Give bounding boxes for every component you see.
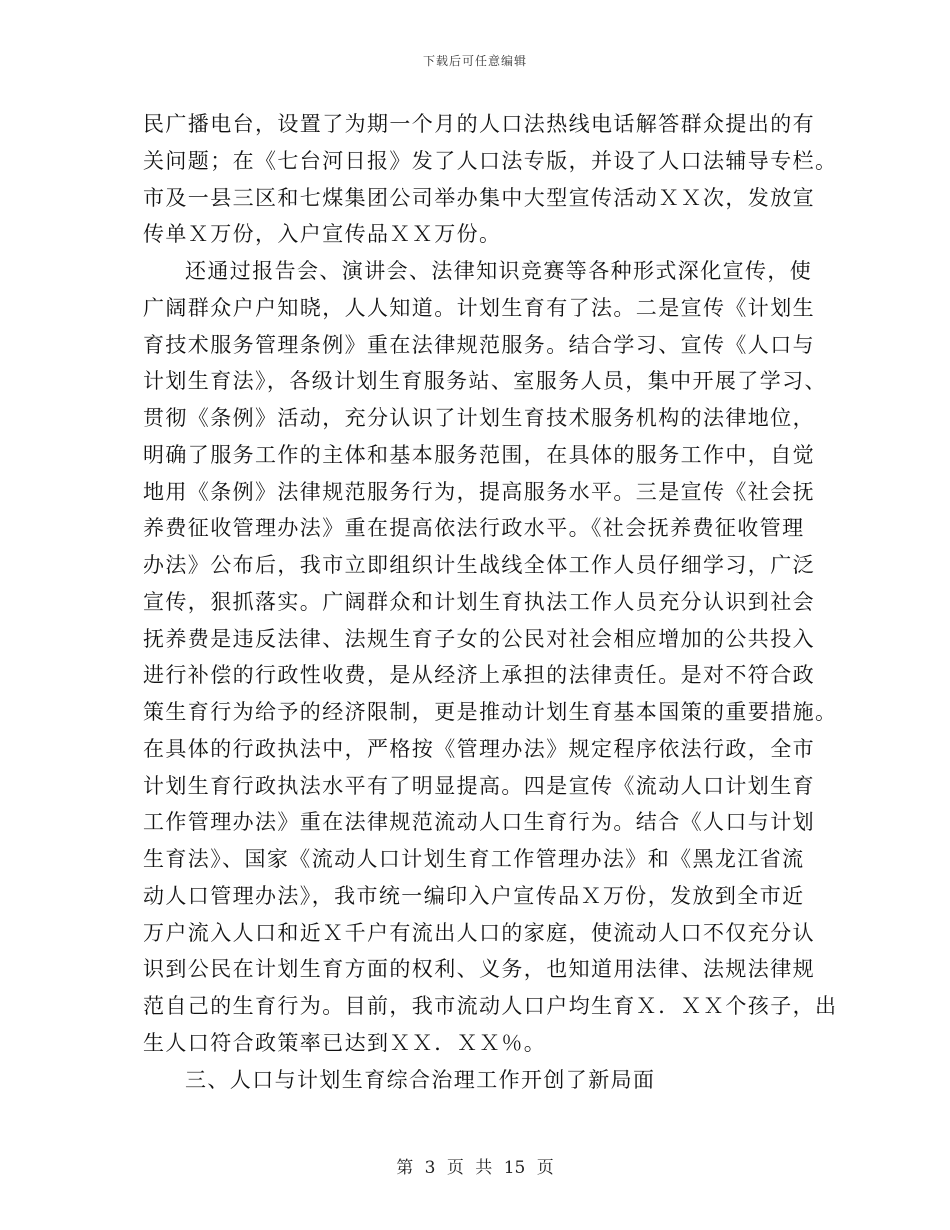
body-line: 宣传，狠抓落实。广阔群众和计划生育执法工作人员充分认识到社会 [143, 589, 815, 614]
body-line: 办法》公布后，我市立即组织计生战线全体工作人员仔细学习，广泛 [143, 553, 815, 577]
body-line: 民广播电台，设置了为期一个月的人口法热线电话解答群众提出的有 [143, 112, 815, 136]
body-line: 关问题；在《七台河日报》发了人口法专版，并设了人口法辅导专栏。 [143, 148, 838, 173]
body-line: 万户流入人口和近Ｘ千户有流出人口的家庭，使流动人口不仅充分认 [143, 920, 815, 945]
body-line: 抚养费是违反法律、法规生育子女的公民对社会相应增加的公共投入 [143, 626, 815, 651]
body-line: 范自己的生育行为。目前，我市流动人口户均生育Ｘ．ＸＸ个孩子，出 [143, 994, 838, 1018]
body-line: 广阔群众户户知晓，人人知道。计划生育有了法。二是宣传《计划生 [143, 295, 815, 320]
body-line: 还通过报告会、演讲会、法律知识竞赛等各种形式深化宣传，使 [185, 259, 813, 283]
body-line: 动人口管理办法》，我市统一编印入户宣传品Ｘ万份，发放到全市近 [143, 883, 805, 908]
body-line: 识到公民在计划生育方面的权利、义务，也知道用法律、法规法律规 [143, 957, 815, 982]
section-heading: 三、人口与计划生育综合治理工作开创了新局面 [185, 1067, 656, 1092]
body-line: 传单Ｘ万份，入户宣传品ＸＸ万份。 [143, 222, 502, 247]
body-line: 市及一县三区和七煤集团公司举办集中大型宣传活动ＸＸ次，发放宣 [143, 185, 815, 210]
body-line: 明确了服务工作的主体和基本服务范围，在具体的服务工作中，自觉 [143, 442, 815, 467]
body-line: 策生育行为给予的经济限制，更是推动计划生育基本国策的重要措施。 [143, 700, 838, 724]
body-line: 育技术服务管理条例》重在法律规范服务。结合学习、宣传《人口与 [143, 332, 815, 357]
document-body [143, 106, 838, 1098]
body-line: 生人口符合政策率已达到ＸＸ．ＸＸ％。 [143, 1030, 547, 1055]
body-line: 地用《条例》法律规范服务行为，提高服务水平。三是宣传《社会抚 [143, 479, 815, 504]
body-line: 在具体的行政执法中，严格按《管理办法》规定程序依法行政，全市 [143, 736, 815, 761]
body-line: 养费征收管理办法》重在提高依法行政水平。《社会抚养费征收管理 [143, 516, 805, 541]
body-line: 贯彻《条例》活动，充分认识了计划生育技术服务机构的法律地位， [143, 406, 815, 430]
body-line: 进行补偿的行政性收费，是从经济上承担的法律责任。是对不符合政 [143, 663, 815, 688]
page-header: 下载后可任意编辑 [422, 54, 527, 68]
body-line: 计划生育法》，各级计划生育服务站、室服务人员，集中开展了学习、 [143, 369, 827, 394]
body-line: 生育法》、国家《流动人口计划生育工作管理办法》和《黑龙江省流 [143, 847, 805, 871]
body-line: 工作管理办法》重在法律规范流动人口生育行为。结合《人口与计划 [143, 810, 815, 835]
page-number-footer: 第 3 页 共 15 页 [396, 1158, 554, 1178]
body-line: 计划生育行政执法水平有了明显提高。四是宣传《流动人口计划生育 [143, 773, 815, 798]
